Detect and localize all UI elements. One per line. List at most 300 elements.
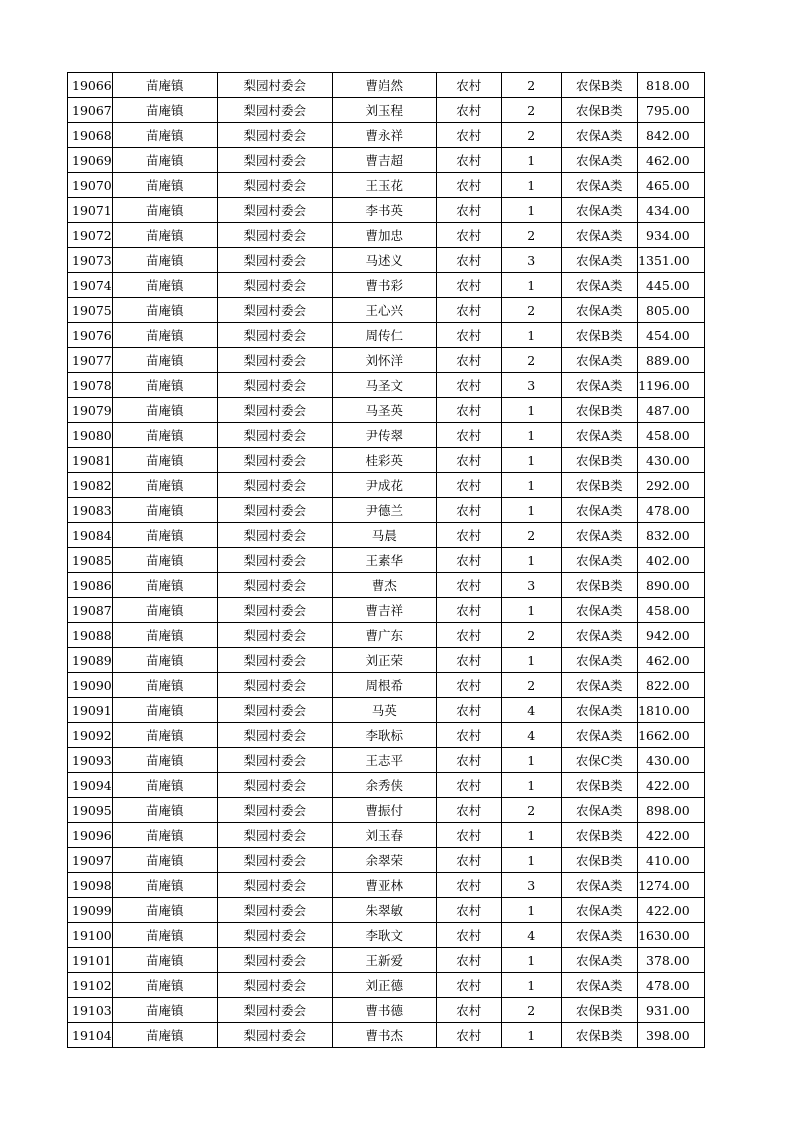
village-committee-cell: 梨园村委会 xyxy=(217,498,332,523)
village-committee-cell: 梨园村委会 xyxy=(217,323,332,348)
table-row xyxy=(68,798,705,823)
village-committee-cell: 梨园村委会 xyxy=(217,973,332,998)
insurance-category-cell: 农保B类 xyxy=(561,848,637,873)
person-name-cell: 马晨 xyxy=(332,523,436,548)
village-committee-cell: 梨园村委会 xyxy=(217,448,332,473)
household-count-cell: 1 xyxy=(501,423,561,448)
town-cell: 苗庵镇 xyxy=(112,1023,217,1048)
insurance-category-cell: 农保C类 xyxy=(561,748,637,773)
amount-cell: 942.00 xyxy=(637,623,704,648)
insurance-category-cell: 农保A类 xyxy=(561,198,637,223)
person-name-cell: 马圣文 xyxy=(332,373,436,398)
person-name-cell: 曹吉祥 xyxy=(332,598,436,623)
village-committee-cell: 梨园村委会 xyxy=(217,873,332,898)
household-count-cell: 1 xyxy=(501,548,561,573)
household-count-cell: 4 xyxy=(501,698,561,723)
record-id-cell: 19068 xyxy=(68,123,113,148)
person-name-cell: 李耿文 xyxy=(332,923,436,948)
area-type-cell: 农村 xyxy=(436,948,501,973)
household-count-cell: 2 xyxy=(501,673,561,698)
household-count-cell: 4 xyxy=(501,923,561,948)
village-committee-cell: 梨园村委会 xyxy=(217,573,332,598)
town-cell: 苗庵镇 xyxy=(112,873,217,898)
record-id-cell: 19081 xyxy=(68,448,113,473)
insurance-category-cell: 农保A类 xyxy=(561,973,637,998)
area-type-cell: 农村 xyxy=(436,598,501,623)
household-count-cell: 2 xyxy=(501,73,561,98)
household-count-cell: 1 xyxy=(501,273,561,298)
table-row xyxy=(68,723,705,748)
amount-cell: 487.00 xyxy=(637,398,704,423)
household-count-cell: 3 xyxy=(501,573,561,598)
household-count-cell: 1 xyxy=(501,448,561,473)
record-id-cell: 19066 xyxy=(68,73,113,98)
town-cell: 苗庵镇 xyxy=(112,148,217,173)
town-cell: 苗庵镇 xyxy=(112,698,217,723)
table-row xyxy=(68,223,705,248)
area-type-cell: 农村 xyxy=(436,148,501,173)
village-committee-cell: 梨园村委会 xyxy=(217,623,332,648)
insurance-category-cell: 农保A类 xyxy=(561,248,637,273)
table-row xyxy=(68,948,705,973)
amount-cell: 398.00 xyxy=(637,1023,704,1048)
amount-cell: 422.00 xyxy=(637,773,704,798)
household-count-cell: 1 xyxy=(501,148,561,173)
table-row xyxy=(68,898,705,923)
amount-cell: 454.00 xyxy=(637,323,704,348)
village-committee-cell: 梨园村委会 xyxy=(217,598,332,623)
area-type-cell: 农村 xyxy=(436,573,501,598)
town-cell: 苗庵镇 xyxy=(112,848,217,873)
table-row xyxy=(68,448,705,473)
amount-cell: 832.00 xyxy=(637,523,704,548)
area-type-cell: 农村 xyxy=(436,473,501,498)
table-row xyxy=(68,998,705,1023)
area-type-cell: 农村 xyxy=(436,698,501,723)
record-id-cell: 19095 xyxy=(68,798,113,823)
village-committee-cell: 梨园村委会 xyxy=(217,898,332,923)
area-type-cell: 农村 xyxy=(436,548,501,573)
person-name-cell: 李书英 xyxy=(332,198,436,223)
table-row xyxy=(68,823,705,848)
record-id-cell: 19074 xyxy=(68,273,113,298)
table-row xyxy=(68,148,705,173)
village-committee-cell: 梨园村委会 xyxy=(217,648,332,673)
person-name-cell: 曹吉超 xyxy=(332,148,436,173)
area-type-cell: 农村 xyxy=(436,1023,501,1048)
person-name-cell: 曹永祥 xyxy=(332,123,436,148)
record-id-cell: 19087 xyxy=(68,598,113,623)
record-id-cell: 19086 xyxy=(68,573,113,598)
person-name-cell: 曹书彩 xyxy=(332,273,436,298)
household-count-cell: 2 xyxy=(501,298,561,323)
household-count-cell: 1 xyxy=(501,948,561,973)
town-cell: 苗庵镇 xyxy=(112,973,217,998)
town-cell: 苗庵镇 xyxy=(112,623,217,648)
amount-cell: 1274.00 xyxy=(637,873,704,898)
person-name-cell: 朱翠敏 xyxy=(332,898,436,923)
table-row xyxy=(68,173,705,198)
person-name-cell: 王新爱 xyxy=(332,948,436,973)
area-type-cell: 农村 xyxy=(436,823,501,848)
area-type-cell: 农村 xyxy=(436,923,501,948)
town-cell: 苗庵镇 xyxy=(112,998,217,1023)
village-committee-cell: 梨园村委会 xyxy=(217,1023,332,1048)
person-name-cell: 王玉花 xyxy=(332,173,436,198)
person-name-cell: 王素华 xyxy=(332,548,436,573)
village-committee-cell: 梨园村委会 xyxy=(217,398,332,423)
insurance-category-cell: 农保A类 xyxy=(561,273,637,298)
record-id-cell: 19082 xyxy=(68,473,113,498)
table-row xyxy=(68,523,705,548)
person-name-cell: 曹亚林 xyxy=(332,873,436,898)
town-cell: 苗庵镇 xyxy=(112,523,217,548)
town-cell: 苗庵镇 xyxy=(112,898,217,923)
records-table xyxy=(67,72,705,1048)
town-cell: 苗庵镇 xyxy=(112,673,217,698)
area-type-cell: 农村 xyxy=(436,973,501,998)
village-committee-cell: 梨园村委会 xyxy=(217,473,332,498)
amount-cell: 934.00 xyxy=(637,223,704,248)
record-id-cell: 19072 xyxy=(68,223,113,248)
amount-cell: 430.00 xyxy=(637,748,704,773)
insurance-category-cell: 农保A类 xyxy=(561,223,637,248)
record-id-cell: 19073 xyxy=(68,248,113,273)
amount-cell: 1196.00 xyxy=(637,373,704,398)
town-cell: 苗庵镇 xyxy=(112,423,217,448)
village-committee-cell: 梨园村委会 xyxy=(217,748,332,773)
village-committee-cell: 梨园村委会 xyxy=(217,798,332,823)
town-cell: 苗庵镇 xyxy=(112,498,217,523)
town-cell: 苗庵镇 xyxy=(112,773,217,798)
record-id-cell: 19093 xyxy=(68,748,113,773)
insurance-category-cell: 农保A类 xyxy=(561,348,637,373)
village-committee-cell: 梨园村委会 xyxy=(217,223,332,248)
record-id-cell: 19097 xyxy=(68,848,113,873)
area-type-cell: 农村 xyxy=(436,223,501,248)
table-row xyxy=(68,98,705,123)
village-committee-cell: 梨园村委会 xyxy=(217,348,332,373)
village-committee-cell: 梨园村委会 xyxy=(217,548,332,573)
insurance-category-cell: 农保A类 xyxy=(561,673,637,698)
village-committee-cell: 梨园村委会 xyxy=(217,148,332,173)
household-count-cell: 1 xyxy=(501,748,561,773)
town-cell: 苗庵镇 xyxy=(112,73,217,98)
insurance-category-cell: 农保A类 xyxy=(561,148,637,173)
amount-cell: 795.00 xyxy=(637,98,704,123)
area-type-cell: 农村 xyxy=(436,298,501,323)
household-count-cell: 1 xyxy=(501,848,561,873)
table-row xyxy=(68,1023,705,1048)
area-type-cell: 农村 xyxy=(436,873,501,898)
person-name-cell: 刘正荣 xyxy=(332,648,436,673)
amount-cell: 462.00 xyxy=(637,148,704,173)
table-row xyxy=(68,248,705,273)
record-id-cell: 19104 xyxy=(68,1023,113,1048)
area-type-cell: 农村 xyxy=(436,448,501,473)
area-type-cell: 农村 xyxy=(436,523,501,548)
amount-cell: 430.00 xyxy=(637,448,704,473)
amount-cell: 1351.00 xyxy=(637,248,704,273)
area-type-cell: 农村 xyxy=(436,423,501,448)
record-id-cell: 19077 xyxy=(68,348,113,373)
village-committee-cell: 梨园村委会 xyxy=(217,373,332,398)
table-row xyxy=(68,698,705,723)
household-count-cell: 2 xyxy=(501,223,561,248)
person-name-cell: 曹书德 xyxy=(332,998,436,1023)
amount-cell: 931.00 xyxy=(637,998,704,1023)
record-id-cell: 19096 xyxy=(68,823,113,848)
insurance-category-cell: 农保A类 xyxy=(561,598,637,623)
household-count-cell: 1 xyxy=(501,398,561,423)
amount-cell: 889.00 xyxy=(637,348,704,373)
town-cell: 苗庵镇 xyxy=(112,298,217,323)
town-cell: 苗庵镇 xyxy=(112,548,217,573)
insurance-category-cell: 农保A类 xyxy=(561,948,637,973)
person-name-cell: 李耿标 xyxy=(332,723,436,748)
table-row xyxy=(68,348,705,373)
insurance-category-cell: 农保A类 xyxy=(561,498,637,523)
table-row xyxy=(68,298,705,323)
table-row xyxy=(68,848,705,873)
insurance-category-cell: 农保A类 xyxy=(561,173,637,198)
area-type-cell: 农村 xyxy=(436,273,501,298)
table-row xyxy=(68,73,705,98)
town-cell: 苗庵镇 xyxy=(112,573,217,598)
amount-cell: 465.00 xyxy=(637,173,704,198)
household-count-cell: 2 xyxy=(501,98,561,123)
amount-cell: 1662.00 xyxy=(637,723,704,748)
insurance-category-cell: 农保A类 xyxy=(561,648,637,673)
insurance-category-cell: 农保B类 xyxy=(561,773,637,798)
village-committee-cell: 梨园村委会 xyxy=(217,273,332,298)
insurance-category-cell: 农保B类 xyxy=(561,998,637,1023)
household-count-cell: 1 xyxy=(501,1023,561,1048)
household-count-cell: 2 xyxy=(501,123,561,148)
household-count-cell: 2 xyxy=(501,623,561,648)
village-committee-cell: 梨园村委会 xyxy=(217,673,332,698)
village-committee-cell: 梨园村委会 xyxy=(217,173,332,198)
village-committee-cell: 梨园村委会 xyxy=(217,248,332,273)
amount-cell: 890.00 xyxy=(637,573,704,598)
record-id-cell: 19101 xyxy=(68,948,113,973)
household-count-cell: 1 xyxy=(501,648,561,673)
area-type-cell: 农村 xyxy=(436,798,501,823)
area-type-cell: 农村 xyxy=(436,773,501,798)
table-row xyxy=(68,773,705,798)
record-id-cell: 19100 xyxy=(68,923,113,948)
insurance-category-cell: 农保B类 xyxy=(561,573,637,598)
town-cell: 苗庵镇 xyxy=(112,473,217,498)
amount-cell: 292.00 xyxy=(637,473,704,498)
person-name-cell: 尹传翠 xyxy=(332,423,436,448)
amount-cell: 898.00 xyxy=(637,798,704,823)
record-id-cell: 19085 xyxy=(68,548,113,573)
area-type-cell: 农村 xyxy=(436,998,501,1023)
village-committee-cell: 梨园村委会 xyxy=(217,523,332,548)
town-cell: 苗庵镇 xyxy=(112,173,217,198)
town-cell: 苗庵镇 xyxy=(112,123,217,148)
person-name-cell: 曹振付 xyxy=(332,798,436,823)
household-count-cell: 1 xyxy=(501,773,561,798)
person-name-cell: 周传仁 xyxy=(332,323,436,348)
amount-cell: 478.00 xyxy=(637,973,704,998)
household-count-cell: 1 xyxy=(501,823,561,848)
amount-cell: 1630.00 xyxy=(637,923,704,948)
person-name-cell: 余翠荣 xyxy=(332,848,436,873)
insurance-category-cell: 农保A类 xyxy=(561,873,637,898)
table-row xyxy=(68,423,705,448)
record-id-cell: 19099 xyxy=(68,898,113,923)
town-cell: 苗庵镇 xyxy=(112,448,217,473)
insurance-category-cell: 农保B类 xyxy=(561,398,637,423)
record-id-cell: 19102 xyxy=(68,973,113,998)
amount-cell: 410.00 xyxy=(637,848,704,873)
person-name-cell: 曹杰 xyxy=(332,573,436,598)
record-id-cell: 19090 xyxy=(68,673,113,698)
insurance-category-cell: 农保A类 xyxy=(561,523,637,548)
insurance-category-cell: 农保A类 xyxy=(561,423,637,448)
person-name-cell: 余秀侠 xyxy=(332,773,436,798)
area-type-cell: 农村 xyxy=(436,723,501,748)
household-count-cell: 1 xyxy=(501,173,561,198)
household-count-cell: 1 xyxy=(501,498,561,523)
household-count-cell: 3 xyxy=(501,373,561,398)
town-cell: 苗庵镇 xyxy=(112,723,217,748)
area-type-cell: 农村 xyxy=(436,198,501,223)
person-name-cell: 桂彩英 xyxy=(332,448,436,473)
town-cell: 苗庵镇 xyxy=(112,798,217,823)
town-cell: 苗庵镇 xyxy=(112,223,217,248)
record-id-cell: 19076 xyxy=(68,323,113,348)
area-type-cell: 农村 xyxy=(436,623,501,648)
village-committee-cell: 梨园村委会 xyxy=(217,723,332,748)
amount-cell: 402.00 xyxy=(637,548,704,573)
person-name-cell: 刘怀洋 xyxy=(332,348,436,373)
area-type-cell: 农村 xyxy=(436,73,501,98)
record-id-cell: 19069 xyxy=(68,148,113,173)
person-name-cell: 刘玉程 xyxy=(332,98,436,123)
amount-cell: 822.00 xyxy=(637,673,704,698)
table-row xyxy=(68,973,705,998)
person-name-cell: 王心兴 xyxy=(332,298,436,323)
table-row xyxy=(68,873,705,898)
table-row xyxy=(68,323,705,348)
household-count-cell: 2 xyxy=(501,523,561,548)
town-cell: 苗庵镇 xyxy=(112,398,217,423)
amount-cell: 378.00 xyxy=(637,948,704,973)
area-type-cell: 农村 xyxy=(436,848,501,873)
village-committee-cell: 梨园村委会 xyxy=(217,998,332,1023)
table-row xyxy=(68,648,705,673)
table-row xyxy=(68,473,705,498)
insurance-category-cell: 农保B类 xyxy=(561,823,637,848)
town-cell: 苗庵镇 xyxy=(112,98,217,123)
amount-cell: 842.00 xyxy=(637,123,704,148)
insurance-category-cell: 农保A类 xyxy=(561,123,637,148)
village-committee-cell: 梨园村委会 xyxy=(217,698,332,723)
person-name-cell: 马述义 xyxy=(332,248,436,273)
insurance-category-cell: 农保A类 xyxy=(561,898,637,923)
table-row xyxy=(68,673,705,698)
village-committee-cell: 梨园村委会 xyxy=(217,98,332,123)
person-name-cell: 刘玉春 xyxy=(332,823,436,848)
insurance-category-cell: 农保B类 xyxy=(561,73,637,98)
insurance-category-cell: 农保A类 xyxy=(561,548,637,573)
village-committee-cell: 梨园村委会 xyxy=(217,123,332,148)
insurance-category-cell: 农保B类 xyxy=(561,98,637,123)
village-committee-cell: 梨园村委会 xyxy=(217,923,332,948)
record-id-cell: 19070 xyxy=(68,173,113,198)
village-committee-cell: 梨园村委会 xyxy=(217,298,332,323)
amount-cell: 805.00 xyxy=(637,298,704,323)
table-row xyxy=(68,573,705,598)
area-type-cell: 农村 xyxy=(436,398,501,423)
amount-cell: 445.00 xyxy=(637,273,704,298)
record-id-cell: 19098 xyxy=(68,873,113,898)
insurance-category-cell: 农保A类 xyxy=(561,798,637,823)
insurance-category-cell: 农保B类 xyxy=(561,1023,637,1048)
area-type-cell: 农村 xyxy=(436,373,501,398)
person-name-cell: 周根希 xyxy=(332,673,436,698)
village-committee-cell: 梨园村委会 xyxy=(217,773,332,798)
town-cell: 苗庵镇 xyxy=(112,948,217,973)
record-id-cell: 19067 xyxy=(68,98,113,123)
record-id-cell: 19084 xyxy=(68,523,113,548)
town-cell: 苗庵镇 xyxy=(112,648,217,673)
record-id-cell: 19103 xyxy=(68,998,113,1023)
insurance-category-cell: 农保B类 xyxy=(561,323,637,348)
town-cell: 苗庵镇 xyxy=(112,348,217,373)
record-id-cell: 19091 xyxy=(68,698,113,723)
person-name-cell: 尹德兰 xyxy=(332,498,436,523)
person-name-cell: 曹广东 xyxy=(332,623,436,648)
record-id-cell: 19079 xyxy=(68,398,113,423)
village-committee-cell: 梨园村委会 xyxy=(217,423,332,448)
area-type-cell: 农村 xyxy=(436,323,501,348)
town-cell: 苗庵镇 xyxy=(112,823,217,848)
household-count-cell: 1 xyxy=(501,598,561,623)
town-cell: 苗庵镇 xyxy=(112,748,217,773)
insurance-category-cell: 农保B类 xyxy=(561,448,637,473)
person-name-cell: 马英 xyxy=(332,698,436,723)
household-count-cell: 2 xyxy=(501,798,561,823)
table-row xyxy=(68,198,705,223)
household-count-cell: 4 xyxy=(501,723,561,748)
area-type-cell: 农村 xyxy=(436,673,501,698)
amount-cell: 1810.00 xyxy=(637,698,704,723)
insurance-category-cell: 农保B类 xyxy=(561,473,637,498)
person-name-cell: 马圣英 xyxy=(332,398,436,423)
table-row xyxy=(68,273,705,298)
table-row xyxy=(68,598,705,623)
household-count-cell: 2 xyxy=(501,998,561,1023)
amount-cell: 458.00 xyxy=(637,423,704,448)
household-count-cell: 3 xyxy=(501,873,561,898)
table-row xyxy=(68,398,705,423)
household-count-cell: 1 xyxy=(501,973,561,998)
amount-cell: 434.00 xyxy=(637,198,704,223)
insurance-category-cell: 农保A类 xyxy=(561,698,637,723)
area-type-cell: 农村 xyxy=(436,173,501,198)
amount-cell: 422.00 xyxy=(637,898,704,923)
town-cell: 苗庵镇 xyxy=(112,923,217,948)
town-cell: 苗庵镇 xyxy=(112,598,217,623)
town-cell: 苗庵镇 xyxy=(112,198,217,223)
household-count-cell: 1 xyxy=(501,323,561,348)
town-cell: 苗庵镇 xyxy=(112,273,217,298)
person-name-cell: 王志平 xyxy=(332,748,436,773)
